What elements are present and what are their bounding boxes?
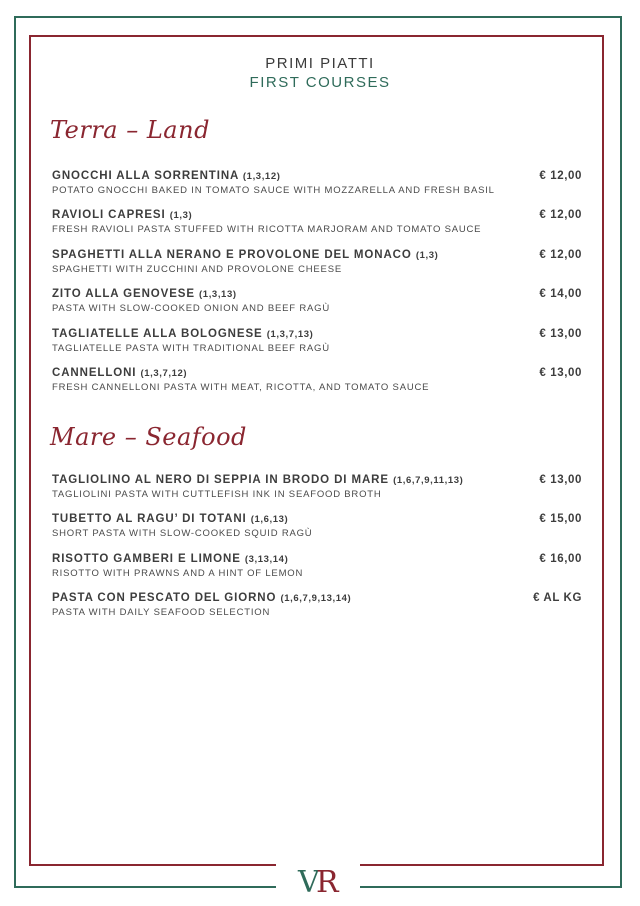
- menu-item: [52, 591, 582, 619]
- section-title-seafood: Mare – Seafood: [50, 423, 247, 451]
- dish-allergens: (1,3): [415, 250, 439, 261]
- menu-item: [52, 473, 582, 501]
- dish-price: € 12,00: [539, 249, 582, 261]
- dish-name: PASTA CON PESCATO DEL GIORNO (1,6,7,9,13,14): [52, 592, 352, 604]
- menu-item: [52, 366, 582, 394]
- menu-title-italian: PRIMI PIATTI: [265, 55, 375, 72]
- menu-item: [52, 552, 582, 580]
- dish-description: SHORT PASTA WITH SLOW-COOKED SQUID RAGÙ: [52, 528, 313, 539]
- dish-allergens: (1,3,12): [242, 171, 281, 182]
- dish-description: FRESH CANNELLONI PASTA WITH MEAT, RICOTTA, AND TOMATO SAUCE: [52, 382, 430, 393]
- menu-item: [52, 248, 582, 276]
- dish-description: TAGLIOLINI PASTA WITH CUTTLEFISH INK IN SEAFOOD BROTH: [52, 489, 382, 500]
- dish-allergens: (1,3,7,13): [266, 329, 314, 340]
- menu-item: [52, 208, 582, 236]
- dish-description: FRESH RAVIOLI PASTA STUFFED WITH RICOTTA MARJORAM AND TOMATO SAUCE: [52, 224, 482, 235]
- dish-allergens: (1,6,7,9,11,13): [393, 475, 464, 486]
- dish-allergens: (1,3,13): [199, 289, 237, 300]
- menu-header: [0, 55, 640, 92]
- logo-letter-v: V: [298, 865, 320, 898]
- dish-price: € 13,00: [539, 367, 582, 379]
- menu-item: [52, 512, 582, 540]
- dish-allergens: (1,3): [169, 210, 193, 221]
- dish-price: € 14,00: [539, 288, 582, 300]
- dish-description: PASTA WITH SLOW-COOKED ONION AND BEEF RAGÙ: [52, 303, 330, 314]
- dish-allergens: (1,6,13): [250, 514, 289, 525]
- dish-description: PASTA WITH DAILY SEAFOOD SELECTION: [52, 607, 271, 618]
- dish-name: GNOCCHI ALLA SORRENTINA (1,3,12): [52, 170, 281, 182]
- dish-allergens: (1,3,7,12): [140, 368, 188, 379]
- dish-price: € 12,00: [539, 209, 582, 221]
- dish-name: ZITO ALLA GENOVESE (1,3,13): [52, 288, 237, 300]
- dish-price: € AL KG: [533, 592, 582, 604]
- dish-name: SPAGHETTI ALLA NERANO E PROVOLONE DEL MONACO (1,3): [52, 249, 439, 261]
- dish-description: SPAGHETTI WITH ZUCCHINI AND PROVOLONE CHEESE: [52, 264, 342, 275]
- dish-price: € 13,00: [539, 474, 582, 486]
- dish-description: POTATO GNOCCHI BAKED IN TOMATO SAUCE WITH MOZZARELLA AND FRESH BASIL: [52, 185, 495, 196]
- dish-price: € 15,00: [539, 513, 582, 525]
- logo-letter-r: R: [316, 865, 339, 898]
- menu-item: [52, 169, 582, 197]
- dish-allergens: (1,6,7,9,13,14): [280, 593, 352, 604]
- menu-item: [52, 287, 582, 315]
- menu-title-english: FIRST COURSES: [249, 74, 391, 91]
- dish-price: € 13,00: [539, 328, 582, 340]
- section-title-land: Terra – Land: [50, 116, 210, 144]
- dish-name: CANNELLONI (1,3,7,12): [52, 367, 188, 379]
- dish-name: TAGLIATELLE ALLA BOLOGNESE (1,3,7,13): [52, 328, 314, 340]
- restaurant-logo: [290, 862, 350, 898]
- dish-name: TUBETTO AL RAGU’ DI TOTANI (1,6,13): [52, 513, 289, 525]
- dish-name: RISOTTO GAMBERI E LIMONE (3,13,14): [52, 553, 289, 565]
- dish-description: RISOTTO WITH PRAWNS AND A HINT OF LEMON: [52, 568, 304, 579]
- dish-price: € 16,00: [539, 553, 582, 565]
- dish-description: TAGLIATELLE PASTA WITH TRADITIONAL BEEF RAGÙ: [52, 343, 330, 354]
- menu-item: [52, 327, 582, 355]
- dish-price: € 12,00: [539, 170, 582, 182]
- dish-name: RAVIOLI CAPRESI (1,3): [52, 209, 193, 221]
- dish-allergens: (3,13,14): [244, 554, 289, 565]
- dish-name: TAGLIOLINO AL NERO DI SEPPIA IN BRODO DI MARE (1,6,7,9,11,13): [52, 474, 464, 486]
